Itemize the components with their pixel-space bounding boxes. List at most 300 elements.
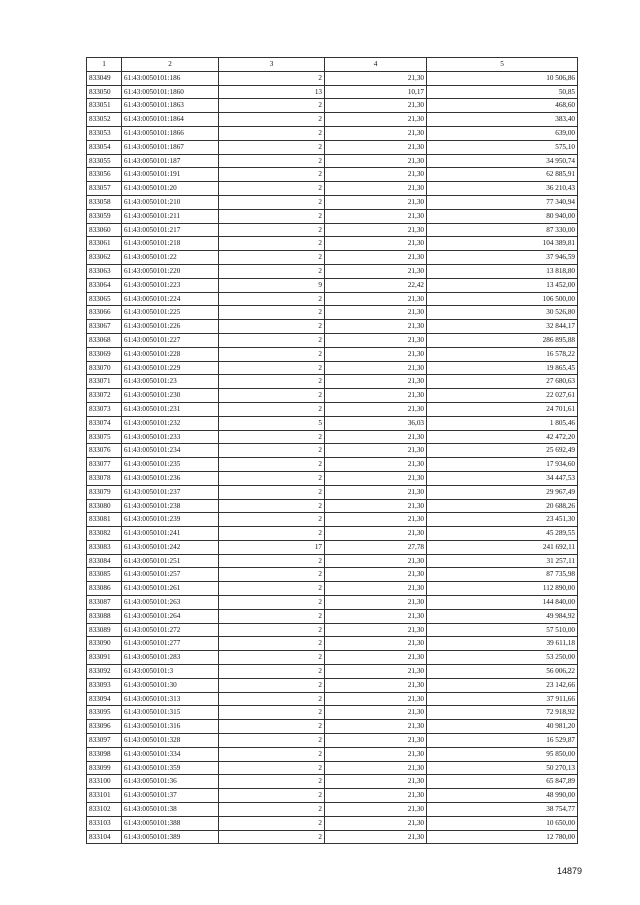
table-row [87,140,578,154]
cell-count: 2 [219,789,325,803]
cell-rate: 21,30 [325,775,427,789]
table-row [87,665,578,679]
table-row [87,637,578,651]
cell-amount: 10 650,00 [427,816,578,830]
cell-cadastral-number: 61:43:0050101:388 [122,816,219,830]
cell-rate: 21,30 [325,789,427,803]
cell-rate: 21,30 [325,140,427,154]
cell-row-number: 833064 [87,278,122,292]
cell-rate: 21,30 [325,458,427,472]
cell-amount: 32 844,17 [427,320,578,334]
cell-cadastral-number: 61:43:0050101:230 [122,389,219,403]
table-row [87,375,578,389]
cell-row-number: 833104 [87,830,122,844]
table-row [87,444,578,458]
cell-count: 2 [219,237,325,251]
table-row [87,568,578,582]
cell-cadastral-number: 61:43:0050101:226 [122,320,219,334]
table-row [87,458,578,472]
cell-rate: 21,30 [325,195,427,209]
table-row [87,402,578,416]
table-row [87,85,578,99]
cell-cadastral-number: 61:43:0050101:316 [122,720,219,734]
cell-row-number: 833073 [87,402,122,416]
cell-rate: 21,30 [325,402,427,416]
cell-rate: 21,30 [325,209,427,223]
cell-count: 2 [219,223,325,237]
cell-cadastral-number: 61:43:0050101:210 [122,195,219,209]
cell-cadastral-number: 61:43:0050101:239 [122,513,219,527]
table-row [87,623,578,637]
cell-row-number: 833094 [87,692,122,706]
cell-amount: 104 389,81 [427,237,578,251]
cell-amount: 87 330,00 [427,223,578,237]
cell-cadastral-number: 61:43:0050101:1866 [122,126,219,140]
cell-count: 2 [219,292,325,306]
table-row [87,789,578,803]
cell-cadastral-number: 61:43:0050101:257 [122,568,219,582]
cell-row-number: 833092 [87,665,122,679]
cell-cadastral-number: 61:43:0050101:220 [122,264,219,278]
table-row [87,471,578,485]
cell-count: 2 [219,361,325,375]
cell-row-number: 833066 [87,306,122,320]
cell-rate: 10,17 [325,85,427,99]
cell-cadastral-number: 61:43:0050101:231 [122,402,219,416]
cell-amount: 16 529,87 [427,734,578,748]
cell-row-number: 833061 [87,237,122,251]
cell-row-number: 833102 [87,803,122,817]
cell-row-number: 833049 [87,71,122,85]
cell-amount: 49 984,92 [427,609,578,623]
cell-rate: 21,30 [325,816,427,830]
cell-rate: 21,30 [325,830,427,844]
table-row [87,651,578,665]
table-row [87,582,578,596]
cell-amount: 13 452,00 [427,278,578,292]
cell-count: 13 [219,85,325,99]
cell-count: 2 [219,775,325,789]
cell-amount: 45 289,55 [427,527,578,541]
cell-amount: 38 754,77 [427,803,578,817]
cell-cadastral-number: 61:43:0050101:233 [122,430,219,444]
cell-count: 2 [219,140,325,154]
table-row [87,554,578,568]
table-row [87,430,578,444]
cell-count: 5 [219,416,325,430]
cell-row-number: 833083 [87,540,122,554]
header-col-2: 2 [122,58,219,72]
cell-row-number: 833053 [87,126,122,140]
cell-cadastral-number: 61:43:0050101:229 [122,361,219,375]
cell-rate: 36,03 [325,416,427,430]
cell-cadastral-number: 61:43:0050101:236 [122,471,219,485]
cell-rate: 21,30 [325,665,427,679]
cell-amount: 87 735,98 [427,568,578,582]
table-row [87,734,578,748]
cell-count: 2 [219,761,325,775]
cell-count: 2 [219,816,325,830]
cell-count: 2 [219,347,325,361]
cell-count: 2 [219,251,325,265]
cell-row-number: 833060 [87,223,122,237]
cell-count: 2 [219,99,325,113]
cell-row-number: 833074 [87,416,122,430]
cell-rate: 21,30 [325,444,427,458]
cell-count: 2 [219,471,325,485]
cell-rate: 21,30 [325,223,427,237]
cell-cadastral-number: 61:43:0050101:187 [122,154,219,168]
cell-count: 2 [219,706,325,720]
cell-rate: 21,30 [325,734,427,748]
cell-cadastral-number: 61:43:0050101:23 [122,375,219,389]
cell-cadastral-number: 61:43:0050101:224 [122,292,219,306]
cell-cadastral-number: 61:43:0050101:237 [122,485,219,499]
cell-rate: 21,30 [325,71,427,85]
cell-amount: 72 918,92 [427,706,578,720]
cell-count: 2 [219,830,325,844]
cell-cadastral-number: 61:43:0050101:30 [122,678,219,692]
table-row [87,168,578,182]
cell-rate: 21,30 [325,113,427,127]
cell-count: 2 [219,692,325,706]
cell-count: 2 [219,154,325,168]
cell-rate: 21,30 [325,637,427,651]
cell-row-number: 833067 [87,320,122,334]
table-row [87,333,578,347]
cell-amount: 22 027,61 [427,389,578,403]
cell-count: 2 [219,609,325,623]
cell-amount: 19 865,45 [427,361,578,375]
header-col-4: 4 [325,58,427,72]
cell-cadastral-number: 61:43:0050101:191 [122,168,219,182]
cell-rate: 21,30 [325,554,427,568]
cell-cadastral-number: 61:43:0050101:313 [122,692,219,706]
cell-amount: 50 270,13 [427,761,578,775]
cell-cadastral-number: 61:43:0050101:277 [122,637,219,651]
cell-amount: 80 940,00 [427,209,578,223]
cell-count: 2 [219,596,325,610]
cell-rate: 21,30 [325,126,427,140]
table-row [87,251,578,265]
cell-rate: 21,30 [325,347,427,361]
cell-rate: 21,30 [325,361,427,375]
cell-rate: 21,30 [325,168,427,182]
cell-row-number: 833084 [87,554,122,568]
cell-rate: 21,30 [325,99,427,113]
cell-amount: 575,10 [427,140,578,154]
header-col-5: 5 [427,58,578,72]
cell-count: 2 [219,720,325,734]
table-row [87,361,578,375]
header-row [87,58,578,72]
cell-count: 2 [219,71,325,85]
cell-count: 2 [219,499,325,513]
cell-rate: 21,30 [325,499,427,513]
cell-row-number: 833077 [87,458,122,472]
cell-rate: 21,30 [325,292,427,306]
table-row [87,416,578,430]
table-row [87,113,578,127]
cell-amount: 48 990,00 [427,789,578,803]
cell-row-number: 833078 [87,471,122,485]
header-col-3: 3 [219,58,325,72]
cell-count: 2 [219,126,325,140]
cell-rate: 21,30 [325,389,427,403]
cell-amount: 27 680,63 [427,375,578,389]
table-row [87,306,578,320]
cell-count: 2 [219,168,325,182]
cell-count: 2 [219,665,325,679]
cell-amount: 40 981,20 [427,720,578,734]
cell-count: 2 [219,209,325,223]
cell-count: 2 [219,582,325,596]
cell-count: 2 [219,527,325,541]
cell-amount: 23 142,66 [427,678,578,692]
cell-row-number: 833100 [87,775,122,789]
cell-amount: 29 967,49 [427,485,578,499]
table-row [87,264,578,278]
cell-rate: 21,30 [325,320,427,334]
cell-row-number: 833098 [87,747,122,761]
cell-amount: 56 006,22 [427,665,578,679]
cell-row-number: 833096 [87,720,122,734]
cell-rate: 21,30 [325,237,427,251]
cell-cadastral-number: 61:43:0050101:242 [122,540,219,554]
table-row [87,830,578,844]
table-row [87,720,578,734]
cell-count: 2 [219,389,325,403]
table-row [87,499,578,513]
table-row [87,609,578,623]
table-row [87,816,578,830]
cell-row-number: 833071 [87,375,122,389]
cell-row-number: 833069 [87,347,122,361]
cell-cadastral-number: 61:43:0050101:223 [122,278,219,292]
cell-row-number: 833079 [87,485,122,499]
cell-amount: 10 506,86 [427,71,578,85]
cell-cadastral-number: 61:43:0050101:1863 [122,99,219,113]
cell-count: 2 [219,264,325,278]
cell-amount: 57 510,00 [427,623,578,637]
cell-row-number: 833063 [87,264,122,278]
cell-cadastral-number: 61:43:0050101:235 [122,458,219,472]
cell-count: 9 [219,278,325,292]
cell-cadastral-number: 61:43:0050101:272 [122,623,219,637]
table-row [87,596,578,610]
table-row [87,706,578,720]
cell-amount: 25 692,49 [427,444,578,458]
cell-row-number: 833065 [87,292,122,306]
page-number: 14879 [557,866,583,876]
cell-count: 2 [219,747,325,761]
table-row [87,237,578,251]
cell-count: 2 [219,651,325,665]
cell-cadastral-number: 61:43:0050101:359 [122,761,219,775]
cell-row-number: 833054 [87,140,122,154]
cell-cadastral-number: 61:43:0050101:232 [122,416,219,430]
cell-count: 17 [219,540,325,554]
cell-rate: 27,78 [325,540,427,554]
cell-cadastral-number: 61:43:0050101:234 [122,444,219,458]
cell-amount: 31 257,11 [427,554,578,568]
cell-cadastral-number: 61:43:0050101:22 [122,251,219,265]
cell-amount: 383,40 [427,113,578,127]
cell-amount: 34 950,74 [427,154,578,168]
cell-amount: 106 500,00 [427,292,578,306]
cell-count: 2 [219,113,325,127]
cell-rate: 22,42 [325,278,427,292]
cell-amount: 23 451,30 [427,513,578,527]
cell-amount: 16 578,22 [427,347,578,361]
cell-count: 2 [219,444,325,458]
cell-count: 2 [219,306,325,320]
cell-amount: 39 611,18 [427,637,578,651]
cell-count: 2 [219,375,325,389]
cell-row-number: 833085 [87,568,122,582]
cell-amount: 1 805,46 [427,416,578,430]
cell-cadastral-number: 61:43:0050101:261 [122,582,219,596]
cell-cadastral-number: 61:43:0050101:283 [122,651,219,665]
cell-amount: 639,00 [427,126,578,140]
table-row [87,692,578,706]
cell-count: 2 [219,734,325,748]
table-row [87,182,578,196]
table-row [87,278,578,292]
table-row [87,761,578,775]
cell-count: 2 [219,623,325,637]
cell-rate: 21,30 [325,375,427,389]
cell-amount: 30 526,80 [427,306,578,320]
cell-rate: 21,30 [325,761,427,775]
table-row [87,527,578,541]
cell-rate: 21,30 [325,692,427,706]
cell-cadastral-number: 61:43:0050101:211 [122,209,219,223]
table-row [87,803,578,817]
cell-amount: 37 911,66 [427,692,578,706]
cell-rate: 21,30 [325,747,427,761]
table-row [87,678,578,692]
cell-cadastral-number: 61:43:0050101:3 [122,665,219,679]
cell-count: 2 [219,195,325,209]
table-row [87,513,578,527]
cell-amount: 24 701,61 [427,402,578,416]
cell-row-number: 833095 [87,706,122,720]
cell-count: 2 [219,803,325,817]
cell-rate: 21,30 [325,430,427,444]
cell-rate: 21,30 [325,264,427,278]
cell-row-number: 833056 [87,168,122,182]
cell-row-number: 833062 [87,251,122,265]
cell-rate: 21,30 [325,251,427,265]
cell-cadastral-number: 61:43:0050101:228 [122,347,219,361]
cell-cadastral-number: 61:43:0050101:315 [122,706,219,720]
cell-rate: 21,30 [325,623,427,637]
cell-count: 2 [219,678,325,692]
table-row [87,126,578,140]
cell-amount: 62 885,91 [427,168,578,182]
cell-row-number: 833088 [87,609,122,623]
cell-cadastral-number: 61:43:0050101:20 [122,182,219,196]
cell-count: 2 [219,320,325,334]
cell-cadastral-number: 61:43:0050101:238 [122,499,219,513]
cell-rate: 21,30 [325,333,427,347]
cell-rate: 21,30 [325,582,427,596]
cell-cadastral-number: 61:43:0050101:241 [122,527,219,541]
cell-cadastral-number: 61:43:0050101:217 [122,223,219,237]
table-row [87,223,578,237]
cell-row-number: 833057 [87,182,122,196]
cell-cadastral-number: 61:43:0050101:334 [122,747,219,761]
cell-row-number: 833091 [87,651,122,665]
cell-amount: 34 447,53 [427,471,578,485]
cell-cadastral-number: 61:43:0050101:227 [122,333,219,347]
cell-cadastral-number: 61:43:0050101:251 [122,554,219,568]
cell-row-number: 833058 [87,195,122,209]
table-row [87,320,578,334]
cell-count: 2 [219,554,325,568]
table-row [87,195,578,209]
cell-row-number: 833076 [87,444,122,458]
cell-row-number: 833052 [87,113,122,127]
cell-cadastral-number: 61:43:0050101:186 [122,71,219,85]
table-row [87,71,578,85]
cell-row-number: 833051 [87,99,122,113]
cell-cadastral-number: 61:43:0050101:1864 [122,113,219,127]
cell-row-number: 833055 [87,154,122,168]
cell-count: 2 [219,485,325,499]
cell-count: 2 [219,182,325,196]
cell-cadastral-number: 61:43:0050101:37 [122,789,219,803]
cell-count: 2 [219,402,325,416]
cell-rate: 21,30 [325,568,427,582]
cell-row-number: 833087 [87,596,122,610]
cell-row-number: 833068 [87,333,122,347]
cell-rate: 21,30 [325,306,427,320]
cell-row-number: 833080 [87,499,122,513]
cell-amount: 36 210,43 [427,182,578,196]
cell-cadastral-number: 61:43:0050101:264 [122,609,219,623]
cell-rate: 21,30 [325,485,427,499]
cell-amount: 144 840,00 [427,596,578,610]
table-row [87,747,578,761]
cell-rate: 21,30 [325,609,427,623]
cell-count: 2 [219,637,325,651]
cell-cadastral-number: 61:43:0050101:38 [122,803,219,817]
register-table [86,57,578,844]
table-row [87,347,578,361]
table-row [87,292,578,306]
cell-row-number: 833075 [87,430,122,444]
cell-amount: 53 250,00 [427,651,578,665]
table-row [87,540,578,554]
cell-amount: 42 472,20 [427,430,578,444]
cell-row-number: 833072 [87,389,122,403]
cell-amount: 241 692,11 [427,540,578,554]
table-row [87,775,578,789]
cell-amount: 12 780,00 [427,830,578,844]
cell-amount: 286 895,88 [427,333,578,347]
cell-amount: 95 850,00 [427,747,578,761]
cell-row-number: 833081 [87,513,122,527]
header-col-1: 1 [87,58,122,72]
cell-cadastral-number: 61:43:0050101:1867 [122,140,219,154]
cell-rate: 21,30 [325,182,427,196]
cell-rate: 21,30 [325,596,427,610]
table-body [87,71,578,844]
cell-rate: 21,30 [325,471,427,485]
cell-amount: 13 818,80 [427,264,578,278]
